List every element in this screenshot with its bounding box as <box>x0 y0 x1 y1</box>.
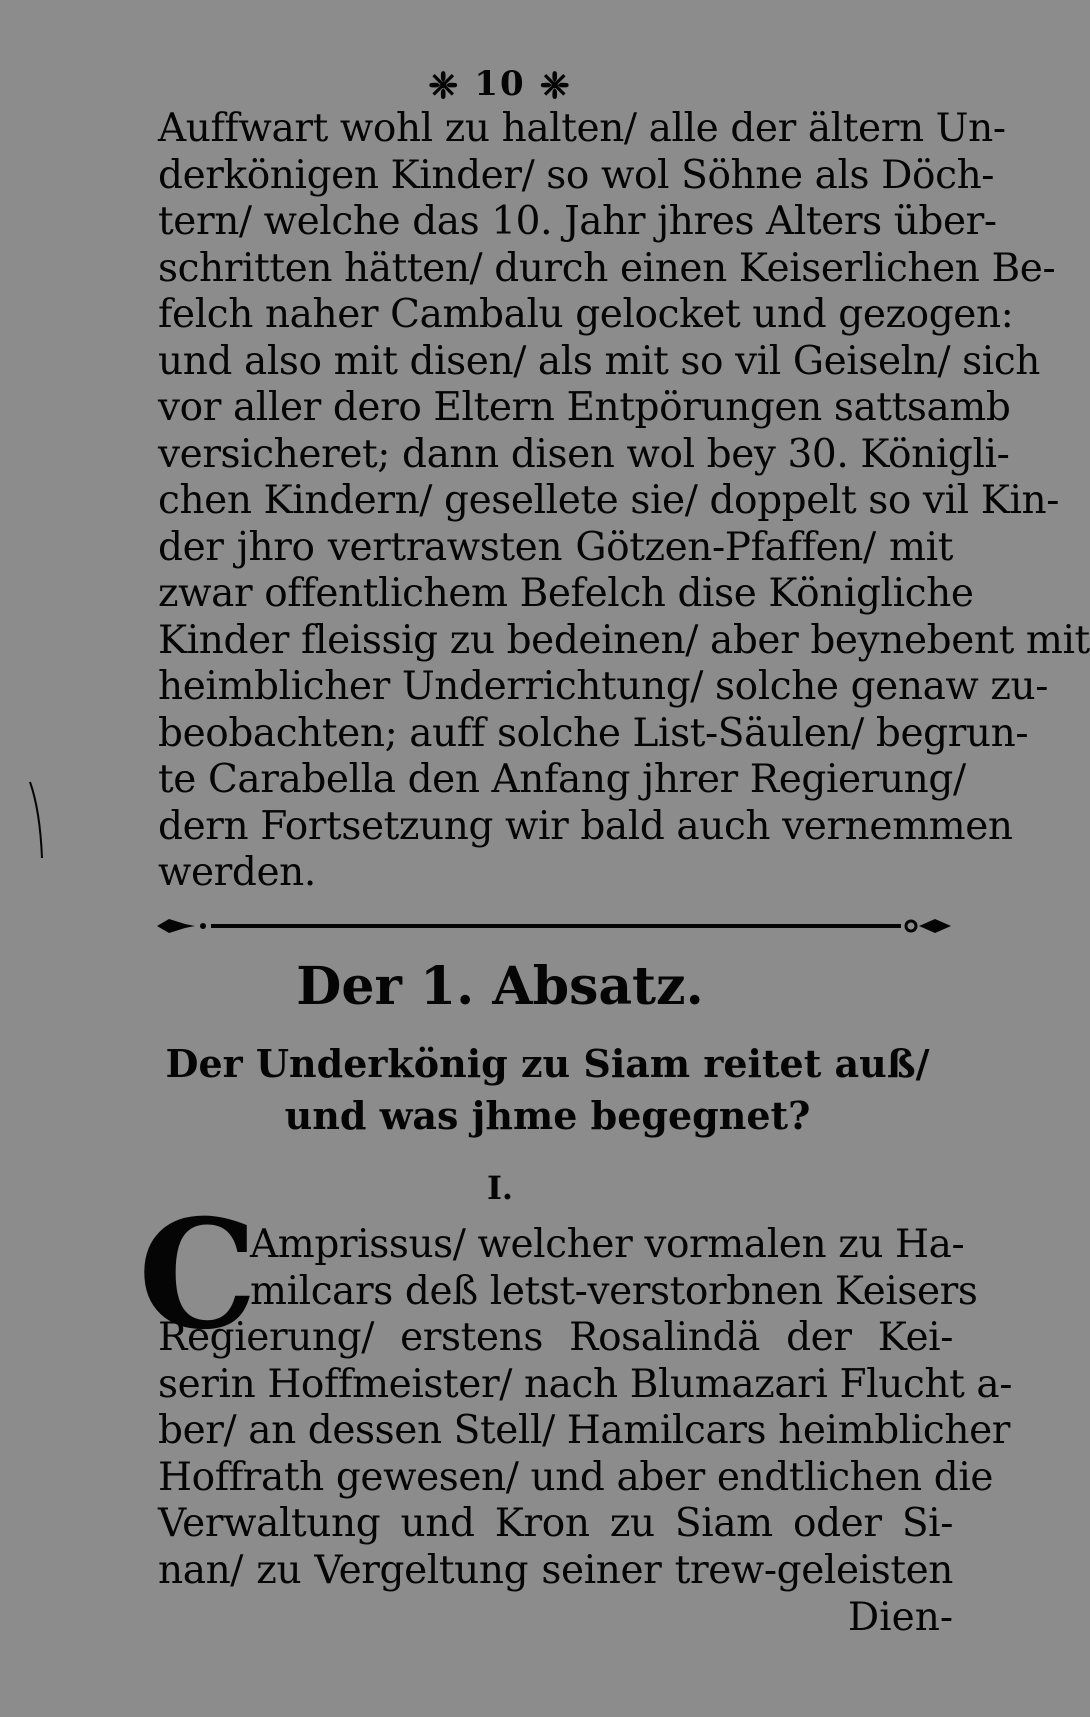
drop-cap: C <box>138 1187 258 1363</box>
text-line: dern Fortsetzung wir bald auch vernemmen <box>158 803 1013 849</box>
text-line: ber/ an dessen Stell/ Hamilcars heimblicher <box>158 1408 1010 1453</box>
text-line: Verwaltung und Kron zu Siam oder Si- <box>158 1501 953 1546</box>
text-line: Amprissus/ welcher vormalen zu Ha- <box>250 1222 965 1267</box>
section-subheading: Der Underkönig zu Siam reitet auß/ <box>165 1041 930 1086</box>
ornament-right-icon: ❈ <box>539 65 572 107</box>
text-line: Kinder fleissig zu bedeinen/ aber beynebent mit <box>158 617 1090 663</box>
ornament-left-icon: ❈ <box>428 65 461 107</box>
catchword: Dien- <box>847 1595 953 1640</box>
text-line: schritten hätten/ durch einen Keiserlichen Be- <box>158 245 1056 291</box>
text-line: der jhro vertrawsten Götzen-Pfaffen/ mit <box>158 524 953 570</box>
section-heading: Der 1. Absatz. <box>296 956 704 1017</box>
text-line: und also mit disen/ als mit so vil Geiseln/ sich <box>158 338 1041 384</box>
text-line: tern/ welche das 10. Jahr jhres Alters über- <box>158 199 997 244</box>
text-line: beobachten; auff solche List-Säulen/ begrun- <box>158 710 1029 756</box>
text-line: heimblicher Underrichtung/ solche genaw zu- <box>158 664 1049 709</box>
decorative-rule <box>155 913 953 939</box>
text-line: werden. <box>158 850 316 895</box>
text-line: Hoffrath gewesen/ und aber endtlichen die <box>158 1454 994 1500</box>
top-paragraph <box>158 106 1090 897</box>
text-line: versicheret; dann disen wol bey 30. Königli- <box>158 431 1010 477</box>
page-header <box>0 62 1000 108</box>
text-line: chen Kindern/ gesellete sie/ doppelt so vil Kin- <box>158 478 1060 523</box>
text-line: nan/ zu Vergeltung seiner trew-geleisten <box>158 1547 953 1593</box>
page-number: 10 <box>474 64 526 104</box>
text-line: felch naher Cambalu gelocket und gezogen: <box>158 292 1014 337</box>
text-line: vor aller dero Eltern Entpörungen sattsamb <box>158 385 1011 430</box>
text-line: milcars deß letst-verstorbnen Keisers <box>250 1268 978 1314</box>
text-line: Auffwart wohl zu halten/ alle der ältern Un- <box>158 106 1006 151</box>
text-line: Regierung/ erstens Rosalindä der Kei- <box>158 1315 953 1360</box>
text-line: serin Hoffmeister/ nach Blumazari Flucht a- <box>158 1361 1012 1407</box>
text-line: zwar offentlichem Befelch dise Königliche <box>158 571 974 616</box>
paragraph-number: I. <box>486 1169 514 1207</box>
section-subheading: und was jhme begegnet? <box>284 1093 811 1138</box>
text-line: te Carabella den Anfang jhrer Regierung/ <box>158 757 966 802</box>
text-line: derkönigen Kinder/ so wol Söhne als Döch- <box>158 152 995 198</box>
bottom-paragraph <box>158 1315 1012 1594</box>
bottom-paragraph-indented <box>250 1222 978 1315</box>
margin-stroke <box>28 780 48 860</box>
